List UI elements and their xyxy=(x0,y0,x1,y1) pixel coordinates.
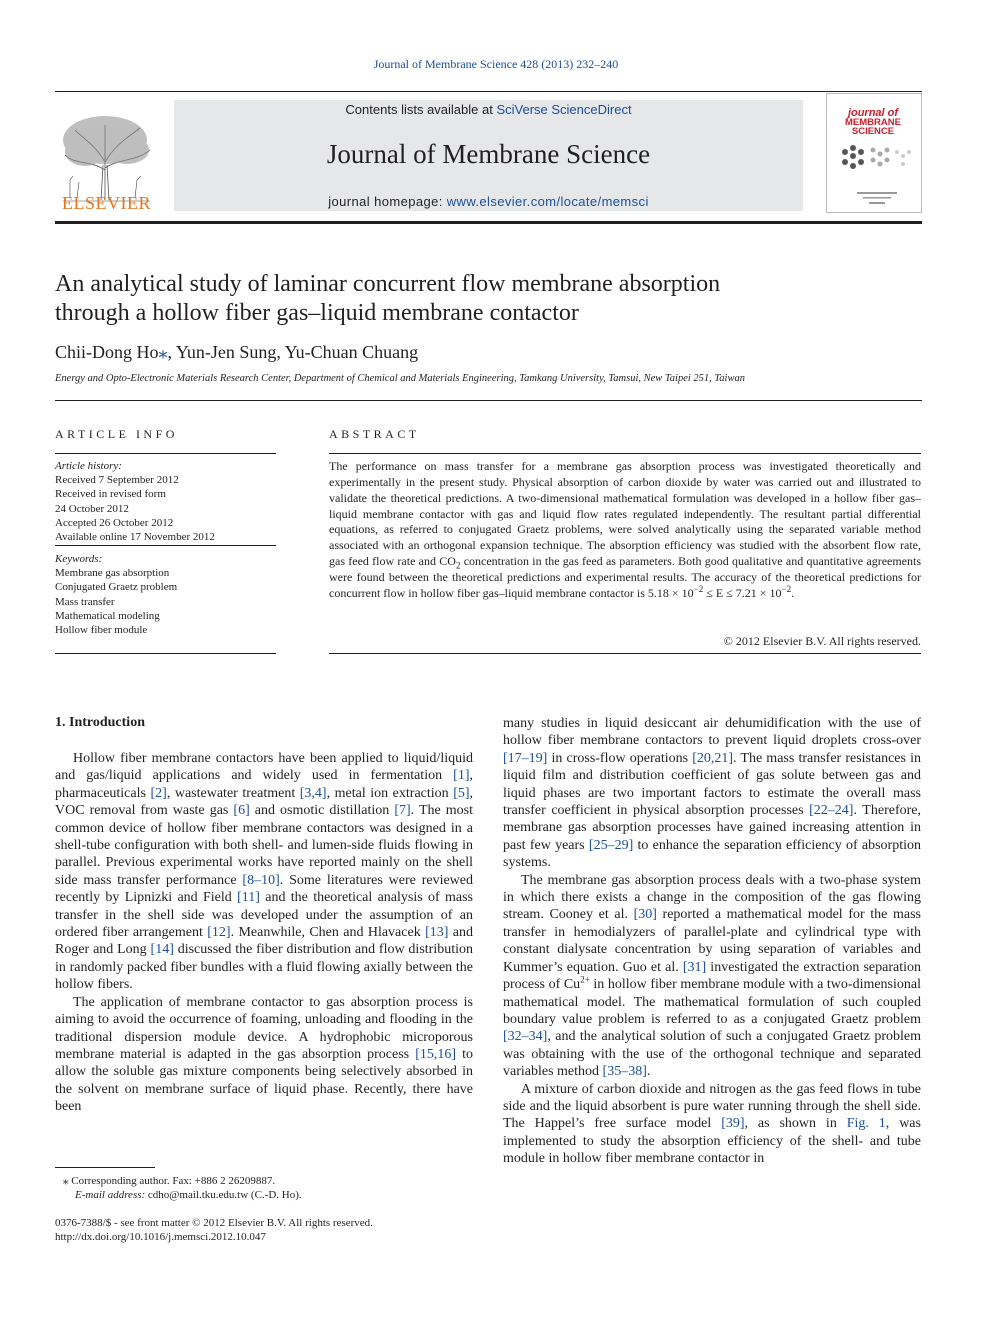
text-run: reported a mathematical model for the mass transfer in hemodialyzers of parallel-plate and cylindrical type with constant dialysate concentration by using separation of variables and Kummer’s equation. Guo et al. xyxy=(503,907,922,975)
citation-link[interactable]: [20,21] xyxy=(692,750,734,766)
citation-link[interactable]: [17–19] xyxy=(503,750,548,766)
sciencedirect-link[interactable]: SciVerse ScienceDirect xyxy=(496,102,632,117)
article-title-line1: An analytical study of laminar concurrent flow membrane absorption xyxy=(55,271,721,297)
exponent: −2 xyxy=(781,583,792,594)
text-run: and the theoretical analysis of mass transfer in the shell side was developed under the assumption of an ordered fiber arrangement xyxy=(55,890,473,941)
section-heading: 1. Introduction xyxy=(55,715,145,730)
paragraph xyxy=(55,750,473,994)
text-run: Hollow fiber membrane contactors have been applied to liquid/liquid and gas/liquid applications and widely used in fermentation xyxy=(55,751,473,784)
homepage-link[interactable]: www.elsevier.com/locate/memsci xyxy=(446,194,649,209)
text-run: , wastewater treatment xyxy=(166,785,300,801)
history-label: Article history: xyxy=(55,460,122,472)
homepage-line xyxy=(174,194,803,209)
text-run: . xyxy=(646,1064,651,1080)
article-title-line2: through a hollow fiber gas–liquid membrane contactor xyxy=(55,300,579,326)
paragraph xyxy=(503,1081,921,1168)
article-info-heading: ARTICLE INFO xyxy=(55,427,178,441)
text-run: , and the analytical solution of such a conjugated Graetz problem was obtaining with the use of the orthogonal technique and separated variables method xyxy=(503,1029,921,1080)
masthead-top-rule xyxy=(55,91,922,92)
citation-link[interactable]: [39] xyxy=(721,1116,745,1132)
citation-link[interactable]: [15,16] xyxy=(415,1046,457,1062)
homepage-prefix: journal homepage: xyxy=(328,194,447,209)
keyword-item: Mass transfer xyxy=(55,595,115,608)
author-list xyxy=(55,342,418,363)
citation-link[interactable]: [32–34] xyxy=(503,1029,548,1045)
keyword-item: Conjugated Graetz problem xyxy=(55,581,178,594)
keywords xyxy=(55,552,276,637)
cover-title-line1: journal of xyxy=(847,107,899,119)
email-label: E-mail address: xyxy=(75,1189,146,1201)
front-matter xyxy=(55,1216,475,1244)
affiliation-rule xyxy=(55,400,922,401)
paragraph xyxy=(503,872,921,1081)
history-item: Received in revised form xyxy=(55,488,166,501)
citation-link[interactable]: [13] xyxy=(425,925,449,941)
abstract-body xyxy=(329,459,921,602)
citation-link[interactable]: [25–29] xyxy=(588,837,634,853)
paragraph xyxy=(503,715,921,872)
citation-link[interactable]: [31] xyxy=(682,959,707,975)
text-run: . Some literatures were reviewed recently by Lipnizki and Field xyxy=(55,872,473,906)
text-run: . The most common device of hollow fiber membrane contactors was designed in a shell-tube configuration with both shell- and lumen-side fluids flowing in parallel. Previous experimental works have reported mainly on the shell side mass transfer performance xyxy=(55,803,473,888)
cover-title-line2: MEMBRANE xyxy=(845,117,901,128)
text-run: in hollow fiber membrane module with a two-dimensional mathematical model. The mathematical formulation of such coupled boundary value problem is referred to as a conjugated Graetz problem xyxy=(503,977,921,1027)
text-run: investigated the extraction separation process of Cu xyxy=(503,959,921,993)
citation-link[interactable]: [35–38] xyxy=(602,1064,647,1080)
publisher-name: ELSEVIER xyxy=(62,193,151,213)
article-info-rule-top xyxy=(55,453,276,454)
co2-subscript: 2 xyxy=(455,560,461,571)
history-item: Received 7 September 2012 xyxy=(55,474,179,487)
keyword-item: Membrane gas absorption xyxy=(55,567,170,580)
citation-link[interactable]: [3,4] xyxy=(299,785,327,801)
abstract-rule-bottom xyxy=(329,653,921,654)
article-title xyxy=(55,270,875,328)
author-name: Chii-Dong Ho xyxy=(55,342,159,362)
history-item: Accepted 26 October 2012 xyxy=(55,516,174,529)
citation-link[interactable]: [7] xyxy=(394,803,411,819)
body-column-right xyxy=(503,715,921,1168)
text-run: , VOC removal from waste gas xyxy=(55,785,474,819)
masthead-bottom-rule xyxy=(55,221,922,224)
citation-link[interactable]: [22–24] xyxy=(809,803,854,819)
keyword-item: Mathematical modeling xyxy=(55,609,160,622)
text-run: discussed the fiber distribution and flow distribution in randomly packed fiber bundles with a fluid flowing axially between the hollow fibers. xyxy=(55,942,473,993)
text-run: A mixture of carbon dioxide and nitrogen as the gas feed flows in tube side and the liquid absorbent is pure water running through the shell side. The Happel’s free surface model xyxy=(503,1081,921,1132)
text-run: . Meanwhile, Chen and Hlavacek xyxy=(230,925,426,941)
citation-link[interactable]: [12] xyxy=(207,925,231,941)
citation-link[interactable]: Fig. 1 xyxy=(846,1116,886,1132)
abstract-heading: ABSTRACT xyxy=(329,427,420,441)
text-run: , metal ion extraction xyxy=(326,785,454,801)
abstract-text: The performance on mass transfer for a membrane gas absorption process was investigated theoretically and experimentally in the present study. Physical absorption of carbon dioxide by water was carried out and illustrated to validate the theoretical predictions. A two-dimensional mathematical formulation was developed in a hollow fiber gas–liquid membrane contactor with gas and liquid flow rates regulated independently. The resultant partial differential equations, as referred to conjugated Graetz problems, were solved analytically using the separated variable method associated with an orthogonal expansion technique. The absorption efficiency was studied with the absorbent flow rate, gas feed flow rate and CO xyxy=(329,459,921,569)
citation-link[interactable]: [1] xyxy=(453,768,470,784)
text-run: , as shown in xyxy=(744,1116,847,1132)
journal-citation-link[interactable]: Journal of Membrane Science 428 (2013) 232–240 xyxy=(373,57,619,71)
issn-line: 0376-7388/$ - see front matter © 2012 Elsevier B.V. All rights reserved. xyxy=(55,1217,373,1229)
abstract-rule-top xyxy=(329,453,921,454)
article-history xyxy=(55,459,276,544)
paragraph xyxy=(55,994,473,1116)
text-run: , pharmaceuticals xyxy=(55,768,473,801)
history-item: 24 October 2012 xyxy=(55,502,129,515)
text-run: many studies in liquid desiccant air dehumidification with the use of hollow fiber membrane contactors to prevent liquid droplets cross-over xyxy=(503,716,921,749)
citation-link[interactable]: [2] xyxy=(150,785,167,801)
article-info-rule-bottom xyxy=(55,653,276,654)
abstract-text: concentration in the gas feed as parameters. Both good qualitative and quantitative agreements were found between the theoretical predictions and experimental results. The accuracy of the theoretical predictions for concurrent flow in hollow fiber gas–liquid membrane contactor is 5.18 × 10 xyxy=(329,554,922,600)
body-column-left xyxy=(55,750,473,1116)
cover-title-line3: SCIENCE xyxy=(851,126,895,137)
abstract-text: ≤ E ≤ 7.21 × 10 xyxy=(703,585,782,600)
text-run: The application of membrane contactor to gas absorption process is aiming to avoid the occurrence of foaming, unloading and flooding in the traditional dispersion module device. A hydrophobic microporous membrane material is adapted in the gas absorption process xyxy=(55,994,473,1062)
keywords-label: Keywords: xyxy=(55,553,103,565)
doi-link[interactable]: http://dx.doi.org/10.1016/j.memsci.2012.10.047 xyxy=(55,1231,266,1243)
text-run: . Therefore, membrane gas absorption processes have gained increasing attention in past few years xyxy=(503,803,921,853)
citation-link[interactable]: [6] xyxy=(233,803,250,819)
text-run: . The mass transfer resistances in liquid film and distribution coefficient of gas solute between gas and liquid phases are two important factors to estimate the overall mass transfer coefficient in physical absorption processes xyxy=(503,750,921,819)
citation-link[interactable]: [11] xyxy=(237,890,260,906)
citation-link[interactable]: [30] xyxy=(633,907,657,923)
superscript: 2+ xyxy=(580,974,590,985)
contents-line xyxy=(174,102,803,117)
corresponding-author-footnote: ⁎ Corresponding author. Fax: +886 2 26209887. xyxy=(63,1175,276,1187)
email-address: cdho@mail.tku.edu.tw (C.-D. Ho). xyxy=(145,1189,302,1201)
text-run: in cross-flow operations xyxy=(547,750,693,766)
citation-link[interactable]: [14] xyxy=(150,942,174,958)
text-run: The membrane gas absorption process deals with a two-phase system in which there exists a change in the composition of the gas flowing stream. Cooney et al. xyxy=(503,872,921,923)
affiliation: Energy and Opto-Electronic Materials Research Center, Department of Chemical and Materials Engineering, Tamkang University, Tamsui, New Taipei 251, Taiwan xyxy=(55,373,745,384)
footnote-rule xyxy=(55,1167,155,1168)
copyright-notice: © 2012 Elsevier B.V. All rights reserved. xyxy=(723,634,921,648)
text-run: to enhance the separation efficiency of absorption systems. xyxy=(503,837,921,871)
cover-molecule-art xyxy=(835,140,919,210)
keyword-item: Hollow fiber module xyxy=(55,624,148,637)
contents-prefix: Contents lists available at xyxy=(345,102,497,117)
history-item: Available online 17 November 2012 xyxy=(55,531,215,544)
citation-link[interactable]: [5] xyxy=(453,785,470,801)
email-footnote xyxy=(55,1188,493,1202)
abstract-text: . xyxy=(791,585,795,600)
text-run: and osmotic distillation xyxy=(249,803,395,819)
text-run: to allow the soluble gas mixture components being selectively absorbed in the solvent on membrane surface of liquid phase. Recently, there have been xyxy=(55,1046,474,1115)
cover-title xyxy=(830,109,916,136)
corresponding-author-mark[interactable]: ⁎ xyxy=(158,342,168,362)
exponent: −2 xyxy=(693,583,704,594)
text-run: and Roger and Long xyxy=(55,925,473,958)
text-run: , was implemented to study the absorption efficiency of the shell- and tube module in hollow fiber membrane contactor in xyxy=(503,1116,921,1167)
co-authors: , Yun-Jen Sung, Yu-Chuan Chuang xyxy=(167,342,419,362)
citation-link[interactable]: [8–10] xyxy=(242,872,280,888)
history-rule xyxy=(55,545,276,546)
journal-title: Journal of Membrane Science xyxy=(326,139,651,169)
